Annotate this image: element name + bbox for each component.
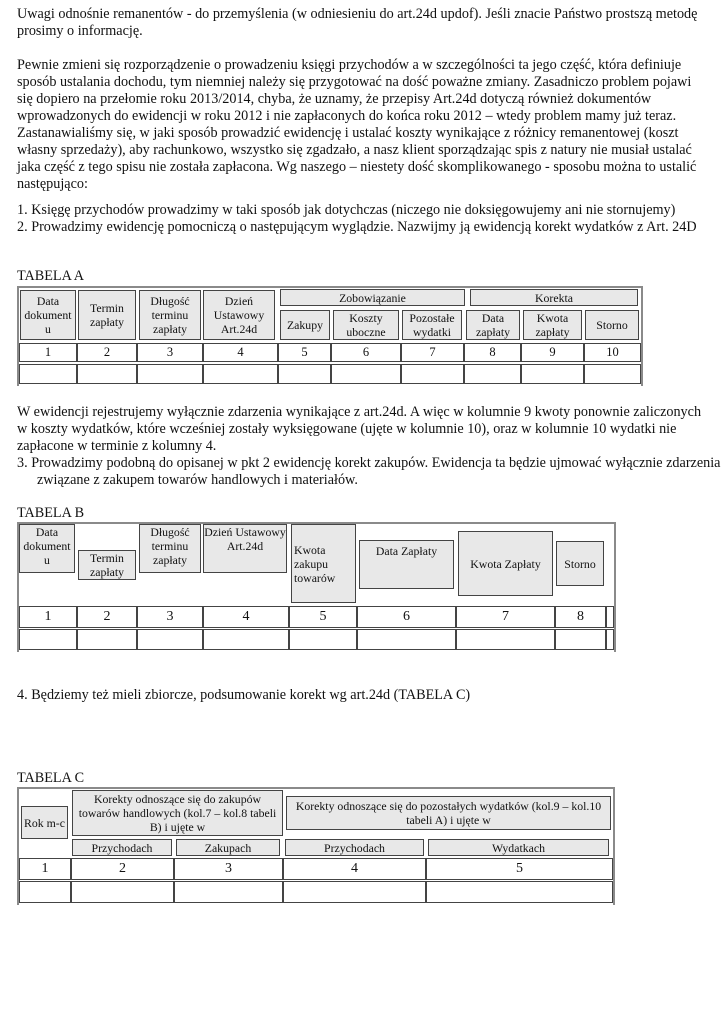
list-item-2: 2. Prowadzimy ewidencję pomocniczą o następującym wyglądzie. Nazwijmy ją ewidencją korekt wydatków z Art. 24D bbox=[17, 219, 697, 235]
table-c-title: TABELA C bbox=[17, 770, 85, 786]
table-c-empty-cell bbox=[71, 881, 174, 903]
table-c-number: 1 bbox=[19, 858, 71, 880]
table-a-header-kwota-zaplaty: Kwota zapłaty bbox=[523, 310, 582, 340]
table-a-header-pozostale-wydatki: Pozostałe wydatki bbox=[402, 310, 462, 340]
table-b-header-kwota-zakupu: Kwota zakupu towarów bbox=[291, 524, 356, 603]
table-b-number: 3 bbox=[137, 606, 203, 628]
mid-paragraph: W ewidencji rejestrujemy wyłącznie zdarzenia wynikające z art.24d. A więc w kolumnie 9 kwoty ponownie zaliczonych w koszty wydatków, które wcześniej zostały wyksięgowane (ujęte w kolumnie 10), oraz w kolumnie 10 wydatki nie zapłacone w terminie z kolumny 4. bbox=[17, 404, 702, 454]
table-c-header-przychodach-1: Przychodach bbox=[72, 839, 172, 856]
table-b-empty-cell bbox=[289, 629, 357, 650]
intro-paragraph-2: Pewnie zmieni się rozporządzenie o prowadzeniu księgi przychodów a w szczególności ta jego część, która definiuje sposób ustalania dochodu, tym niemniej należy się przygotować na dość poważne zmiany. Zasadniczo problem pojawi się dopiero na przełomie roku 2013/2014, chyba, że uznamy, że przepisy Art.24d dotyczą również dokumentów wprowadzonych do ewidencji w roku 2012 i nie zapłaconych do końca roku 2012 – wtedy problem mamy już teraz. Zastanawialiśmy się, w jaki sposób prowadzić ewidencję i ustalać koszty wynikające z różnicy remanentowej (koszt własny sprzedaży), aby rachunkowo, wszystko się zgadzało, a nasz klient sporządzając spis z natury nie musiał ustalać jaka część z tego spisu nie została zapłacona. Wg naszego – niestety dość skomplikowanego - sposobu można to ustalić następująco: bbox=[17, 57, 697, 192]
table-a-number: 10 bbox=[584, 343, 641, 362]
table-a-number: 3 bbox=[137, 343, 203, 362]
table-a-empty-cell bbox=[278, 364, 331, 384]
table-a-header-data-zaplaty: Data zapłaty bbox=[466, 310, 520, 340]
table-c-header-przychodach-2: Przychodach bbox=[285, 839, 424, 856]
table-c-number: 4 bbox=[283, 858, 426, 880]
table-b-header-dzien: Dzień Ustawowy Art.24d bbox=[203, 524, 287, 573]
table-a-empty-cell bbox=[401, 364, 464, 384]
table-c-empty-cell bbox=[174, 881, 283, 903]
table-a-header-zakupy: Zakupy bbox=[280, 310, 330, 340]
table-a-empty-cell bbox=[19, 364, 77, 384]
table-a-empty-cell bbox=[203, 364, 278, 384]
table-a-empty-cell bbox=[584, 364, 641, 384]
table-a-header-termin: Termin zapłaty bbox=[78, 290, 136, 340]
table-b-empty-cell bbox=[77, 629, 137, 650]
table-a-number: 2 bbox=[77, 343, 137, 362]
table-a-number: 6 bbox=[331, 343, 401, 362]
table-a-header-koszty-uboczne: Koszty uboczne bbox=[333, 310, 399, 340]
table-b-empty-cell bbox=[19, 629, 77, 650]
table-c-number: 3 bbox=[174, 858, 283, 880]
table-b-empty-cell bbox=[456, 629, 555, 650]
table-c-header-pozostale-group: Korekty odnoszące się do pozostałych wydatków (kol.9 – kol.10 tabeli A) i ujęte w bbox=[286, 796, 611, 830]
table-a-number: 4 bbox=[203, 343, 278, 362]
table-b-number: 1 bbox=[19, 606, 77, 628]
table-c-header-zakupach: Zakupach bbox=[176, 839, 280, 856]
table-b-empty-cell bbox=[606, 606, 614, 628]
table-b-number: 6 bbox=[357, 606, 456, 628]
table-c-number: 2 bbox=[71, 858, 174, 880]
table-b-empty-cell bbox=[555, 629, 606, 650]
table-a-header-data-dokumentu: Data dokument u bbox=[20, 290, 76, 340]
table-c-empty-cell bbox=[19, 881, 71, 903]
table-b-number: 2 bbox=[77, 606, 137, 628]
table-a-number: 7 bbox=[401, 343, 464, 362]
table-a-header-storno: Storno bbox=[585, 310, 639, 340]
table-a-header-zobowiazanie: Zobowiązanie bbox=[280, 289, 465, 306]
table-a-number: 5 bbox=[278, 343, 331, 362]
table-a-header-dlugosc: Długość terminu zapłaty bbox=[139, 290, 201, 340]
table-c-header-zakupy-group: Korekty odnoszące się do zakupów towarów handlowych (kol.7 – kol.8 tabeli B) i ujęte w bbox=[72, 790, 283, 836]
table-b-header-dlugosc: Długość terminu zapłaty bbox=[139, 524, 201, 573]
list-item-3: 3. Prowadzimy podobną do opisanej w pkt 2 ewidencję korekt zakupów. Ewidencja ta będzie ujmować wyłącznie zdarzenia związane z zakupem towarów handlowych i materiałów. bbox=[17, 455, 721, 488]
table-c-number: 5 bbox=[426, 858, 613, 880]
table-c-empty-cell bbox=[283, 881, 426, 903]
table-c-empty-cell bbox=[426, 881, 613, 903]
table-b-number: 5 bbox=[289, 606, 357, 628]
table-a-title: TABELA A bbox=[17, 268, 85, 284]
table-b-header-data-zaplaty: Data Zapłaty bbox=[359, 540, 454, 589]
table-b-title: TABELA B bbox=[17, 505, 85, 521]
table-a-empty-cell bbox=[464, 364, 521, 384]
table-a-empty-cell bbox=[137, 364, 203, 384]
table-a-header-dzien: Dzień Ustawowy Art.24d bbox=[203, 290, 275, 340]
table-a-number: 1 bbox=[19, 343, 77, 362]
table-a-number: 8 bbox=[464, 343, 521, 362]
table-c-header-wydatkach: Wydatkach bbox=[428, 839, 609, 856]
table-a-empty-cell bbox=[331, 364, 401, 384]
table-b-empty-cell bbox=[137, 629, 203, 650]
list-item-4: 4. Będziemy też mieli zbiorcze, podsumowanie korekt wg art.24d (TABELA C) bbox=[17, 687, 471, 703]
table-b-header-data-dokumentu: Data dokument u bbox=[19, 524, 75, 573]
table-a-header-korekta: Korekta bbox=[470, 289, 638, 306]
table-a-number: 9 bbox=[521, 343, 584, 362]
table-c-header-rok-mc: Rok m-c bbox=[21, 806, 68, 839]
table-b-empty-cell bbox=[606, 629, 614, 650]
table-b-number: 8 bbox=[555, 606, 606, 628]
table-b-header-storno: Storno bbox=[556, 541, 604, 586]
table-a-empty-cell bbox=[77, 364, 137, 384]
table-b-number: 7 bbox=[456, 606, 555, 628]
table-a-empty-cell bbox=[521, 364, 584, 384]
table-b-empty-cell bbox=[357, 629, 456, 650]
table-b-header-termin: Termin zapłaty bbox=[78, 550, 136, 580]
table-b-empty-cell bbox=[203, 629, 289, 650]
table-b-number: 4 bbox=[203, 606, 289, 628]
table-b-header-kwota-zaplaty: Kwota Zapłaty bbox=[458, 531, 553, 596]
intro-paragraph-1: Uwagi odnośnie remanentów - do przemyślenia (w odniesieniu do art.24d updof). Jeśli znacie Państwo prostszą metodę prosimy o informację. bbox=[17, 6, 698, 39]
list-item-1: 1. Księgę przychodów prowadzimy w taki sposób jak dotychczas (niczego nie doksięgowujemy ani nie stornujemy) bbox=[17, 202, 676, 218]
